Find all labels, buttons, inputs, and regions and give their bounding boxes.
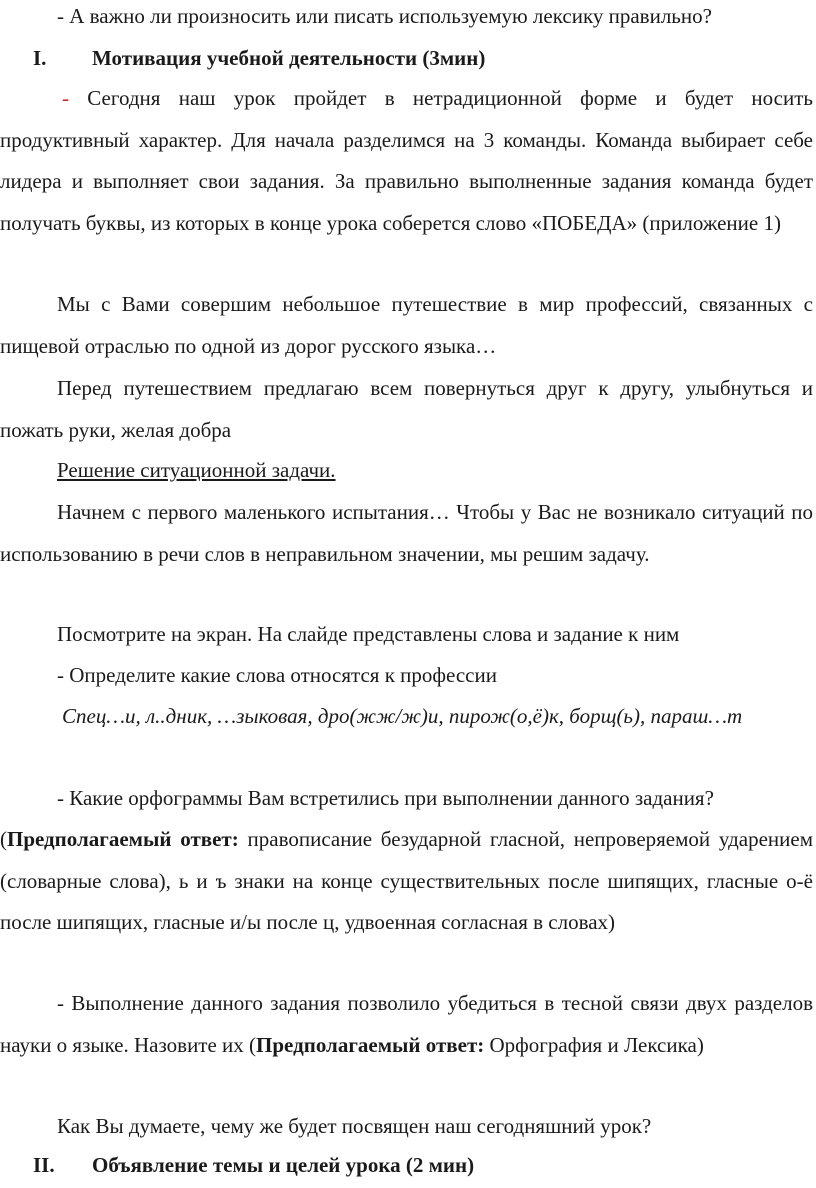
sections-text: - Выполнение данного задания позволило убедиться в тесной связи двух разделов науки о языке. Назовите их ( bbox=[0, 991, 813, 1057]
word-list: Спец…и, л..дник, …зыковая, дро(жж/ж)и, пирож(о,ё)к, борщ(ь), параш…т bbox=[62, 704, 743, 728]
question-line: - А важно ли произносить или писать используемую лексику правильно? bbox=[57, 4, 712, 28]
subheading bbox=[0, 450, 813, 492]
topic-question: Как Вы думаете, чему же будет посвящен наш сегодняшний урок? bbox=[57, 1114, 652, 1138]
section-title: Мотивация учебной деятельности (3мин) bbox=[92, 46, 486, 70]
answer-label: Предполагаемый ответ: bbox=[7, 827, 239, 851]
section-number: I. bbox=[33, 46, 47, 70]
subheading-text: Решение ситуационной задачи. bbox=[57, 458, 336, 482]
section-title: Объявление темы и целей урока (2 мин) bbox=[92, 1153, 475, 1177]
orthograms-question: - Какие орфограммы Вам встретились при выполнении данного задания? bbox=[57, 786, 714, 810]
answer-paragraph bbox=[0, 819, 813, 944]
answer-text: правописание безударной гласной, непроверяемой ударением (словарные слова), ь и ъ знаки на конце существительных после шипящих, гласные о-ё после шипящих, гласные и/ы после ц, удвоенная согласная в словах) bbox=[0, 827, 814, 935]
journey-paragraph: Мы с Вами совершим небольшое путешествие в мир профессий, связанных с пищевой отраслью по одной из дорог русского языка… bbox=[0, 292, 813, 358]
greeting-paragraph: Перед путешествием предлагаю всем повернуться друг к другу, улыбнуться и пожать руки, желая добра bbox=[0, 376, 813, 442]
task-line: - Определите какие слова относятся к профессии bbox=[57, 663, 497, 687]
section-number: II. bbox=[33, 1153, 55, 1177]
first-test-paragraph: Начнем с первого маленького испытания… Чтобы у Вас не возникало ситуаций по использованию в речи слов в неправильном значении, мы решим задачу. bbox=[0, 500, 813, 566]
sections-answer-label: Предполагаемый ответ: bbox=[256, 1032, 485, 1057]
sections-paragraph bbox=[0, 983, 813, 1066]
motivation-text: Сегодня наш урок пройдет в нетрадиционной форме и будет носить продуктивный характер. Для начала разделимся на 3 команды. Команда выбирает себе лидера и выполняет свои задания. За правильно выполненные задания команда будет получать буквы, из которых в конце урока соберется слово «ПОБЕДА» (приложение 1) bbox=[0, 86, 813, 235]
answer-open-paren: ( bbox=[0, 827, 7, 851]
motivation-paragraph bbox=[0, 78, 813, 244]
sections-answer-text: Орфография и Лексика) bbox=[484, 1032, 704, 1057]
screen-paragraph: Посмотрите на экран. На слайде представлены слова и задание к ним bbox=[57, 622, 680, 646]
red-dash: - bbox=[62, 86, 69, 110]
